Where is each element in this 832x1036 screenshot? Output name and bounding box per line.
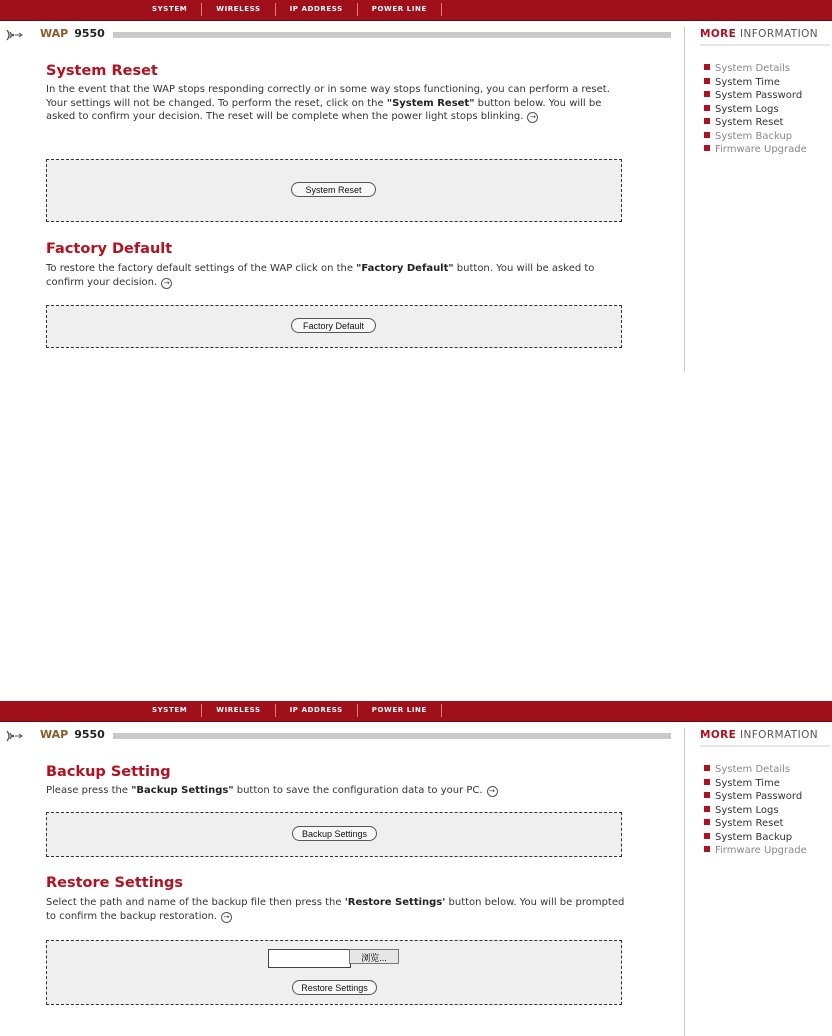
sidebar-item-system-details[interactable]: System Details bbox=[704, 763, 807, 777]
reset-panel bbox=[0, 0, 832, 372]
sidebar-item-system-backup[interactable]: System Backup bbox=[704, 130, 807, 144]
backup-settings-button[interactable]: Backup Settings bbox=[292, 826, 377, 841]
nav-wireless[interactable]: WIRELESS bbox=[202, 704, 275, 717]
backup-panel bbox=[0, 701, 832, 1036]
more-information-rule bbox=[700, 44, 830, 46]
nav-wireless[interactable]: WIRELESS bbox=[202, 3, 275, 16]
sidebar-item-system-logs[interactable]: System Logs bbox=[704, 804, 807, 818]
wireless-signal-icon bbox=[4, 730, 24, 742]
nav-ip-address[interactable]: IP ADDRESS bbox=[276, 3, 358, 16]
sidebar-item-system-time[interactable]: System Time bbox=[704, 777, 807, 791]
top-nav-bar bbox=[0, 0, 832, 21]
system-reset-description: In the event that the WAP stops responding correctly or in some way stops functioning, you can perform a reset. Your settings will not be changed. To perform the reset, click on the "System Reset" button below. You will be asked to confirm your decision. The reset will be complete when the power light stops blinking. → bbox=[46, 84, 610, 122]
restore-settings-title: Restore Settings bbox=[46, 875, 183, 891]
top-nav-bar bbox=[0, 701, 832, 722]
sidebar-divider bbox=[684, 728, 685, 1036]
restore-settings-button[interactable]: Restore Settings bbox=[292, 980, 377, 995]
bullet-icon bbox=[704, 132, 710, 138]
header-rule bbox=[113, 32, 671, 38]
more-information-rule bbox=[700, 745, 830, 747]
more-information-list bbox=[704, 62, 807, 157]
backup-settings-box bbox=[46, 812, 622, 857]
nav-ip-address[interactable]: IP ADDRESS bbox=[276, 704, 358, 717]
arrow-right-icon[interactable]: → bbox=[161, 278, 172, 289]
bullet-icon bbox=[704, 779, 710, 785]
backup-setting-description: Please press the "Backup Settings" button to save the configuration data to your PC. → bbox=[46, 784, 626, 798]
factory-default-box bbox=[46, 305, 622, 348]
nav-power-line[interactable]: POWER LINE bbox=[358, 704, 442, 717]
bullet-icon bbox=[704, 145, 710, 151]
bullet-icon bbox=[704, 806, 710, 812]
main-nav bbox=[138, 3, 442, 16]
header-row bbox=[0, 728, 684, 744]
bullet-icon bbox=[704, 118, 710, 124]
bullet-icon bbox=[704, 833, 710, 839]
bullet-icon bbox=[704, 91, 710, 97]
sidebar-item-system-logs[interactable]: System Logs bbox=[704, 103, 807, 117]
backup-file-path-input[interactable] bbox=[268, 949, 351, 968]
system-reset-button[interactable]: System Reset bbox=[291, 182, 376, 197]
more-information-list bbox=[704, 763, 807, 858]
sidebar-item-system-details[interactable]: System Details bbox=[704, 62, 807, 76]
bullet-icon bbox=[704, 765, 710, 771]
bullet-icon bbox=[704, 64, 710, 70]
arrow-right-icon[interactable]: → bbox=[487, 786, 498, 797]
wireless-signal-icon bbox=[4, 29, 24, 41]
bullet-icon bbox=[704, 78, 710, 84]
arrow-right-icon[interactable]: → bbox=[221, 912, 232, 923]
nav-system[interactable]: SYSTEM bbox=[138, 704, 202, 717]
sidebar-divider bbox=[684, 27, 685, 372]
header-row bbox=[0, 27, 684, 43]
header-rule bbox=[113, 733, 671, 739]
factory-default-title: Factory Default bbox=[46, 241, 173, 257]
brand-title: WAP 9550 bbox=[40, 728, 105, 741]
main-nav bbox=[138, 704, 442, 717]
sidebar-item-system-reset[interactable]: System Reset bbox=[704, 817, 807, 831]
restore-settings-description: Select the path and name of the backup file then press the 'Restore Settings' button below. You will be prompted to confirm the backup restoration. → bbox=[46, 897, 625, 922]
bullet-icon bbox=[704, 792, 710, 798]
factory-default-description: To restore the factory default settings of the WAP click on the "Factory Default" button. You will be asked to confirm your decision. → bbox=[46, 263, 595, 288]
arrow-right-icon[interactable]: → bbox=[527, 112, 538, 123]
bullet-icon bbox=[704, 846, 710, 852]
sidebar-item-system-password[interactable]: System Password bbox=[704, 89, 807, 103]
sidebar-item-system-reset[interactable]: System Reset bbox=[704, 116, 807, 130]
system-reset-title: System Reset bbox=[46, 63, 158, 79]
sidebar-item-system-time[interactable]: System Time bbox=[704, 76, 807, 90]
sidebar-item-firmware-upgrade[interactable]: Firmware Upgrade bbox=[704, 844, 807, 858]
backup-setting-title: Backup Setting bbox=[46, 764, 171, 780]
factory-default-button[interactable]: Factory Default bbox=[291, 318, 376, 333]
nav-power-line[interactable]: POWER LINE bbox=[358, 3, 442, 16]
bullet-icon bbox=[704, 105, 710, 111]
nav-system[interactable]: SYSTEM bbox=[138, 3, 202, 16]
more-information-title: MORE INFORMATION bbox=[700, 28, 818, 40]
brand-title: WAP 9550 bbox=[40, 27, 105, 40]
restore-settings-box bbox=[46, 940, 622, 1005]
sidebar-item-system-password[interactable]: System Password bbox=[704, 790, 807, 804]
system-reset-box bbox=[46, 159, 622, 222]
sidebar-item-system-backup[interactable]: System Backup bbox=[704, 831, 807, 845]
browse-button[interactable]: 浏览... bbox=[349, 949, 399, 964]
sidebar-item-firmware-upgrade[interactable]: Firmware Upgrade bbox=[704, 143, 807, 157]
bullet-icon bbox=[704, 819, 710, 825]
more-information-title: MORE INFORMATION bbox=[700, 729, 818, 741]
